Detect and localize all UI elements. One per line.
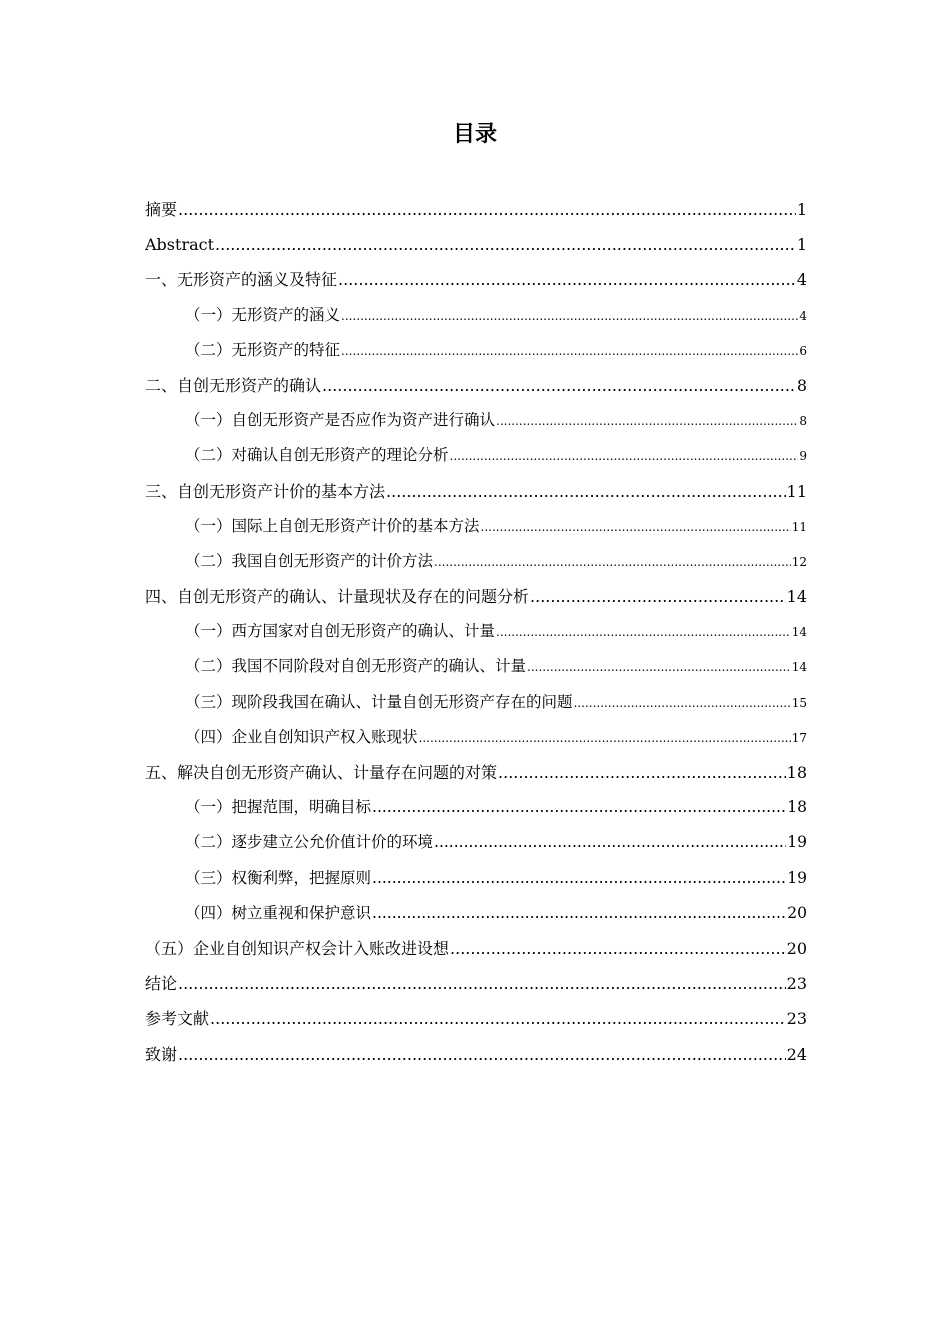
toc-leader-dots (450, 439, 799, 473)
toc-entry-page: 8 (796, 375, 807, 395)
toc-entry-text: （四）企业自创知识产权入账现状 (185, 727, 418, 746)
toc-entry-text: 一、无形资产的涵义及特征 (145, 270, 338, 290)
toc-entry-page: 9 (799, 449, 807, 464)
toc-entry-page: 20 (787, 903, 807, 922)
toc-leader-dots (530, 579, 786, 614)
toc-entry (145, 579, 807, 614)
toc-entry-page: 23 (786, 1009, 807, 1029)
toc-entry-text: （三）权衡利弊，把握原则 (185, 868, 372, 887)
toc-entry-text: Abstract (145, 235, 215, 255)
toc-entry-text: （一）把握范围，明确目标 (185, 798, 372, 817)
toc-entry-text: 五、解决自创无形资产确认、计量存在问题的对策 (145, 763, 498, 782)
toc-entry-page: 1 (796, 200, 807, 219)
toc-subentry (145, 438, 807, 473)
toc-entry (145, 755, 807, 790)
toc-entry-page: 23 (786, 974, 807, 994)
toc-entry-text: （二）我国自创无形资产的计价方法 (185, 551, 434, 570)
toc-subentry (145, 896, 807, 931)
toc-entry-page: 12 (791, 554, 807, 569)
toc-entry-page: 19 (787, 868, 807, 887)
toc-entry-page: 24 (786, 1044, 807, 1064)
toc-leader-dots (527, 650, 791, 684)
toc-subentry (145, 298, 807, 333)
toc-entry (145, 262, 807, 297)
toc-entry (145, 931, 807, 966)
toc-leader-dots (372, 896, 786, 931)
toc-entry-text: 参考文献 (145, 1009, 210, 1029)
toc-entry-page: 17 (791, 730, 807, 745)
toc-leader-dots (338, 262, 796, 297)
toc-entry-page: 14 (791, 625, 807, 640)
toc-entry-page: 18 (786, 763, 807, 782)
toc-leader-dots (386, 474, 786, 509)
toc-subentry (145, 509, 807, 544)
toc-entry-page: 15 (791, 695, 807, 710)
toc-subentry (145, 649, 807, 684)
toc-entry-text: 四、自创无形资产的确认、计量现状及存在的问题分析 (145, 587, 530, 607)
toc-leader-dots (450, 931, 786, 966)
toc-subentry (145, 720, 807, 755)
toc-entry-page: 4 (796, 270, 807, 290)
toc-entry-text: 二、自创无形资产的确认 (145, 375, 322, 395)
toc-entry (145, 368, 807, 403)
toc-subentry (145, 614, 807, 649)
toc-entry-page: 11 (786, 481, 807, 501)
toc-entry-text: （三）现阶段我国在确认、计量自创无形资产存在的问题 (185, 692, 573, 711)
toc-entry-page: 8 (799, 414, 807, 429)
toc-entry (145, 192, 807, 227)
toc-entry-page: 14 (786, 587, 807, 607)
toc-leader-dots (496, 615, 791, 649)
toc-leader-dots (178, 1037, 786, 1072)
toc-leader-dots (178, 192, 796, 227)
toc-entry-page: 14 (791, 660, 807, 675)
toc-leader-dots (215, 227, 796, 262)
toc-leader-dots (496, 404, 798, 438)
toc-entry-page: 19 (787, 833, 807, 852)
toc-entry (145, 227, 807, 262)
toc-entry (145, 474, 807, 509)
toc-subentry (145, 685, 807, 720)
toc-leader-dots (434, 825, 786, 860)
toc-leader-dots (341, 334, 798, 368)
toc-subentry (145, 403, 807, 438)
toc-entry-page: 4 (799, 308, 807, 323)
toc-entry (145, 966, 807, 1001)
toc-entry-page: 18 (787, 798, 807, 817)
toc-entry-text: （二）无形资产的特征 (185, 340, 341, 359)
toc-subentry (145, 861, 807, 896)
toc-leader-dots (372, 861, 786, 896)
toc-subentry (145, 790, 807, 825)
toc-entry-page: 11 (791, 519, 807, 534)
toc-leader-dots (372, 790, 786, 825)
toc-subentry (145, 825, 807, 860)
toc-entry-page: 1 (796, 235, 807, 255)
page-title: 目录 (452, 122, 497, 147)
toc-leader-dots (341, 299, 798, 333)
toc-leader-dots (434, 545, 791, 579)
toc-leader-dots (178, 966, 786, 1001)
toc-entry-text: （四）树立重视和保护意识 (185, 903, 372, 922)
toc-entry-text: 摘要 (145, 200, 178, 219)
toc-leader-dots (419, 721, 791, 755)
toc-entry-text: （一）自创无形资产是否应作为资产进行确认 (185, 411, 496, 430)
toc-entry-text: 三、自创无形资产计价的基本方法 (145, 481, 386, 501)
toc-entry (145, 1037, 807, 1072)
toc-entry-text: （一）西方国家对自创无形资产的确认、计量 (185, 622, 496, 641)
table-of-contents (145, 192, 807, 1072)
toc-entry-text: （一）国际上自创无形资产计价的基本方法 (185, 516, 480, 535)
toc-leader-dots (322, 368, 796, 403)
toc-entry-text: 致谢 (145, 1044, 178, 1064)
toc-subentry (145, 544, 807, 579)
toc-leader-dots (498, 755, 786, 790)
toc-subentry (145, 333, 807, 368)
toc-entry-text: （一）无形资产的涵义 (185, 305, 341, 324)
toc-entry-page: 6 (799, 343, 807, 358)
toc-leader-dots (210, 1001, 786, 1036)
toc-leader-dots (574, 686, 791, 720)
toc-entry-text: （二）对确认自创无形资产的理论分析 (185, 446, 449, 465)
toc-entry-page: 20 (786, 938, 807, 958)
toc-entry-text: （二）我国不同阶段对自创无形资产的确认、计量 (185, 657, 527, 676)
toc-entry (145, 1001, 807, 1036)
toc-entry-text: （五）企业自创知识产权会计入账改进设想 (145, 938, 450, 958)
toc-entry-text: （二）逐步建立公允价值计价的环境 (185, 833, 434, 852)
toc-entry-text: 结论 (145, 974, 178, 994)
toc-leader-dots (481, 510, 791, 544)
